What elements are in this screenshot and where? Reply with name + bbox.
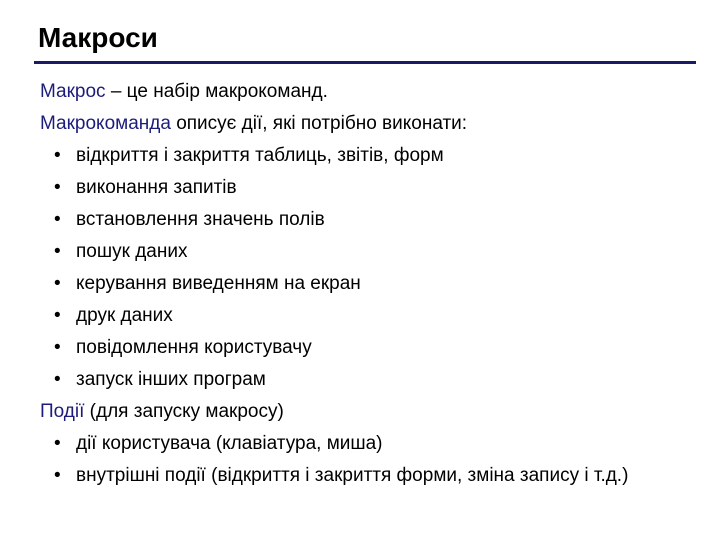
paragraph-macro (40, 76, 690, 108)
slide-title: Макроси (38, 22, 158, 53)
title-divider (34, 61, 696, 64)
list-item-text: дії користувача (клавіатура, миша) (76, 433, 383, 454)
list-item-text: повідомлення користувачу (76, 337, 312, 358)
bullet-icon: • (54, 369, 61, 390)
paragraph-events (40, 396, 690, 428)
list-item (40, 236, 690, 268)
list-item-text: керування виведенням на екран (76, 273, 361, 294)
bullet-icon: • (54, 209, 61, 230)
list-item (40, 204, 690, 236)
bullet-icon: • (54, 177, 61, 198)
term-events: Події (40, 401, 85, 422)
list-item-text: запуск інших програм (76, 369, 266, 390)
bullet-icon: • (54, 273, 61, 294)
list-item (40, 140, 690, 172)
list-item-text: відкриття і закриття таблиць, звітів, форм (76, 145, 444, 166)
bullet-icon: • (54, 433, 61, 454)
list-item-text: встановлення значень полів (76, 209, 325, 230)
definition-macro: – це набір макрокоманд. (105, 81, 328, 102)
list-item-text: внутрішні події (відкриття і закриття форми, зміна запису і т.д.) (76, 465, 629, 486)
list-item (40, 332, 690, 364)
bullet-icon: • (54, 241, 61, 262)
list-item (40, 428, 690, 460)
paragraph-macro-command (40, 108, 690, 140)
term-macro-command: Макрокоманда (40, 113, 171, 134)
list-item-text: друк даних (76, 305, 173, 326)
list-item (40, 268, 690, 300)
definition-events: (для запуску макросу) (84, 401, 284, 422)
list-item (40, 172, 690, 204)
list-item (40, 460, 690, 492)
definition-macro-command: описує дії, які потрібно виконати: (170, 113, 468, 134)
bullet-icon: • (54, 465, 61, 486)
slide-content (40, 76, 690, 492)
bullet-icon: • (54, 305, 61, 326)
list-item (40, 364, 690, 396)
bullet-icon: • (54, 145, 61, 166)
term-macro: Макрос (40, 81, 106, 102)
list-item (40, 300, 690, 332)
list-item-text: пошук даних (76, 241, 188, 262)
list-item-text: виконання запитів (76, 177, 237, 198)
bullet-icon: • (54, 337, 61, 358)
